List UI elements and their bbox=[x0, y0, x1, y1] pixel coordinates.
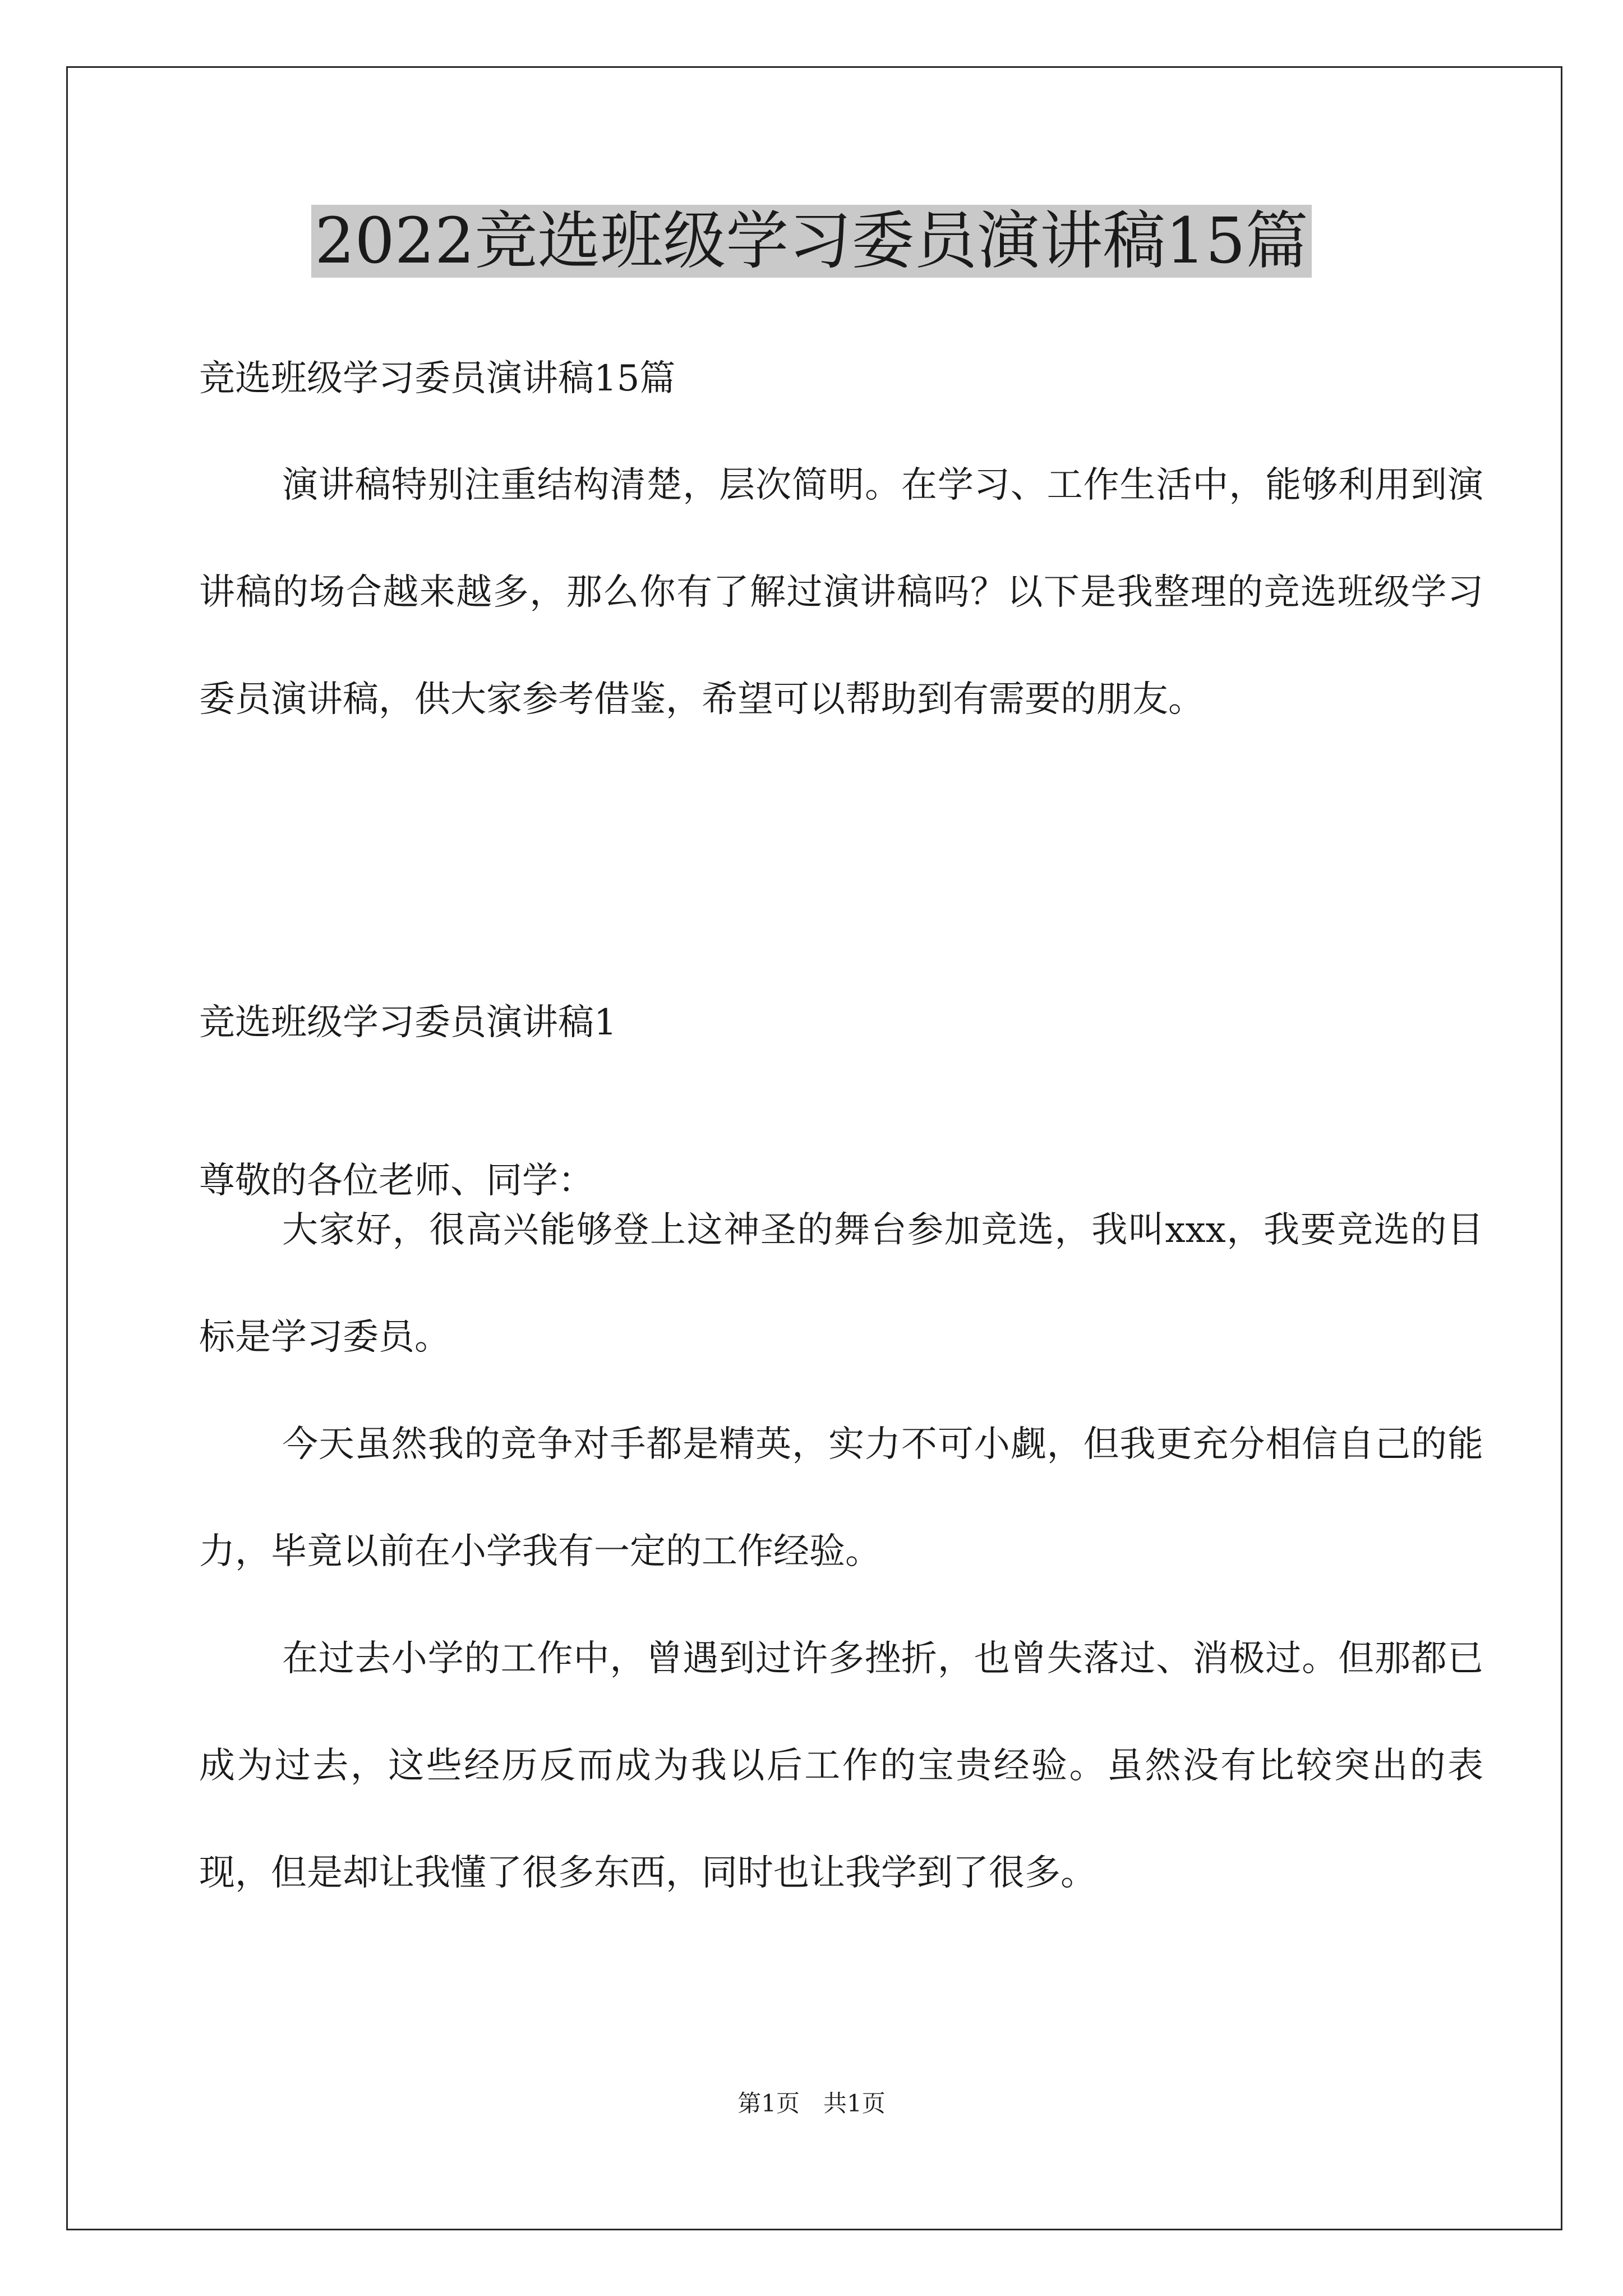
document-title bbox=[0, 199, 1623, 283]
body-paragraph-1: 大家好，很高兴能够登上这神圣的舞台参加竞选，我叫xxx，我要竞选的目标是学习委员。 bbox=[199, 1209, 1483, 1358]
document-subtitle: 竞选班级学习委员演讲稿15篇 bbox=[199, 358, 676, 399]
document-title-text: 2022竞选班级学习委员演讲稿15篇 bbox=[311, 205, 1312, 278]
section-heading: 竞选班级学习委员演讲稿1 bbox=[199, 1002, 617, 1043]
intro-paragraph: 演讲稿特别注重结构清楚，层次简明。在学习、工作生活中，能够利用到演讲稿的场合越来越多，那么你有了解过演讲稿吗？以下是我整理的竞选班级学习委员演讲稿，供大家参考借鉴，希望可以帮助到有需要的朋友。 bbox=[199, 464, 1483, 720]
body-paragraph-2: 今天虽然我的竞争对手都是精英，实力不可小觑，但我更充分相信自己的能力，毕竟以前在小学我有一定的工作经验。 bbox=[199, 1424, 1483, 1572]
greeting-line: 尊敬的各位老师、同学： bbox=[199, 1160, 594, 1202]
body-paragraph-3: 在过去小学的工作中，曾遇到过许多挫折，也曾失落过、消极过。但那都已成为过去，这些经历反而成为我以后工作的宝贵经验。虽然没有比较突出的表现，但是却让我懂了很多东西，同时也让我学到了很多。 bbox=[199, 1638, 1483, 1894]
page-footer: 第1页 共1页 bbox=[737, 2090, 886, 2117]
